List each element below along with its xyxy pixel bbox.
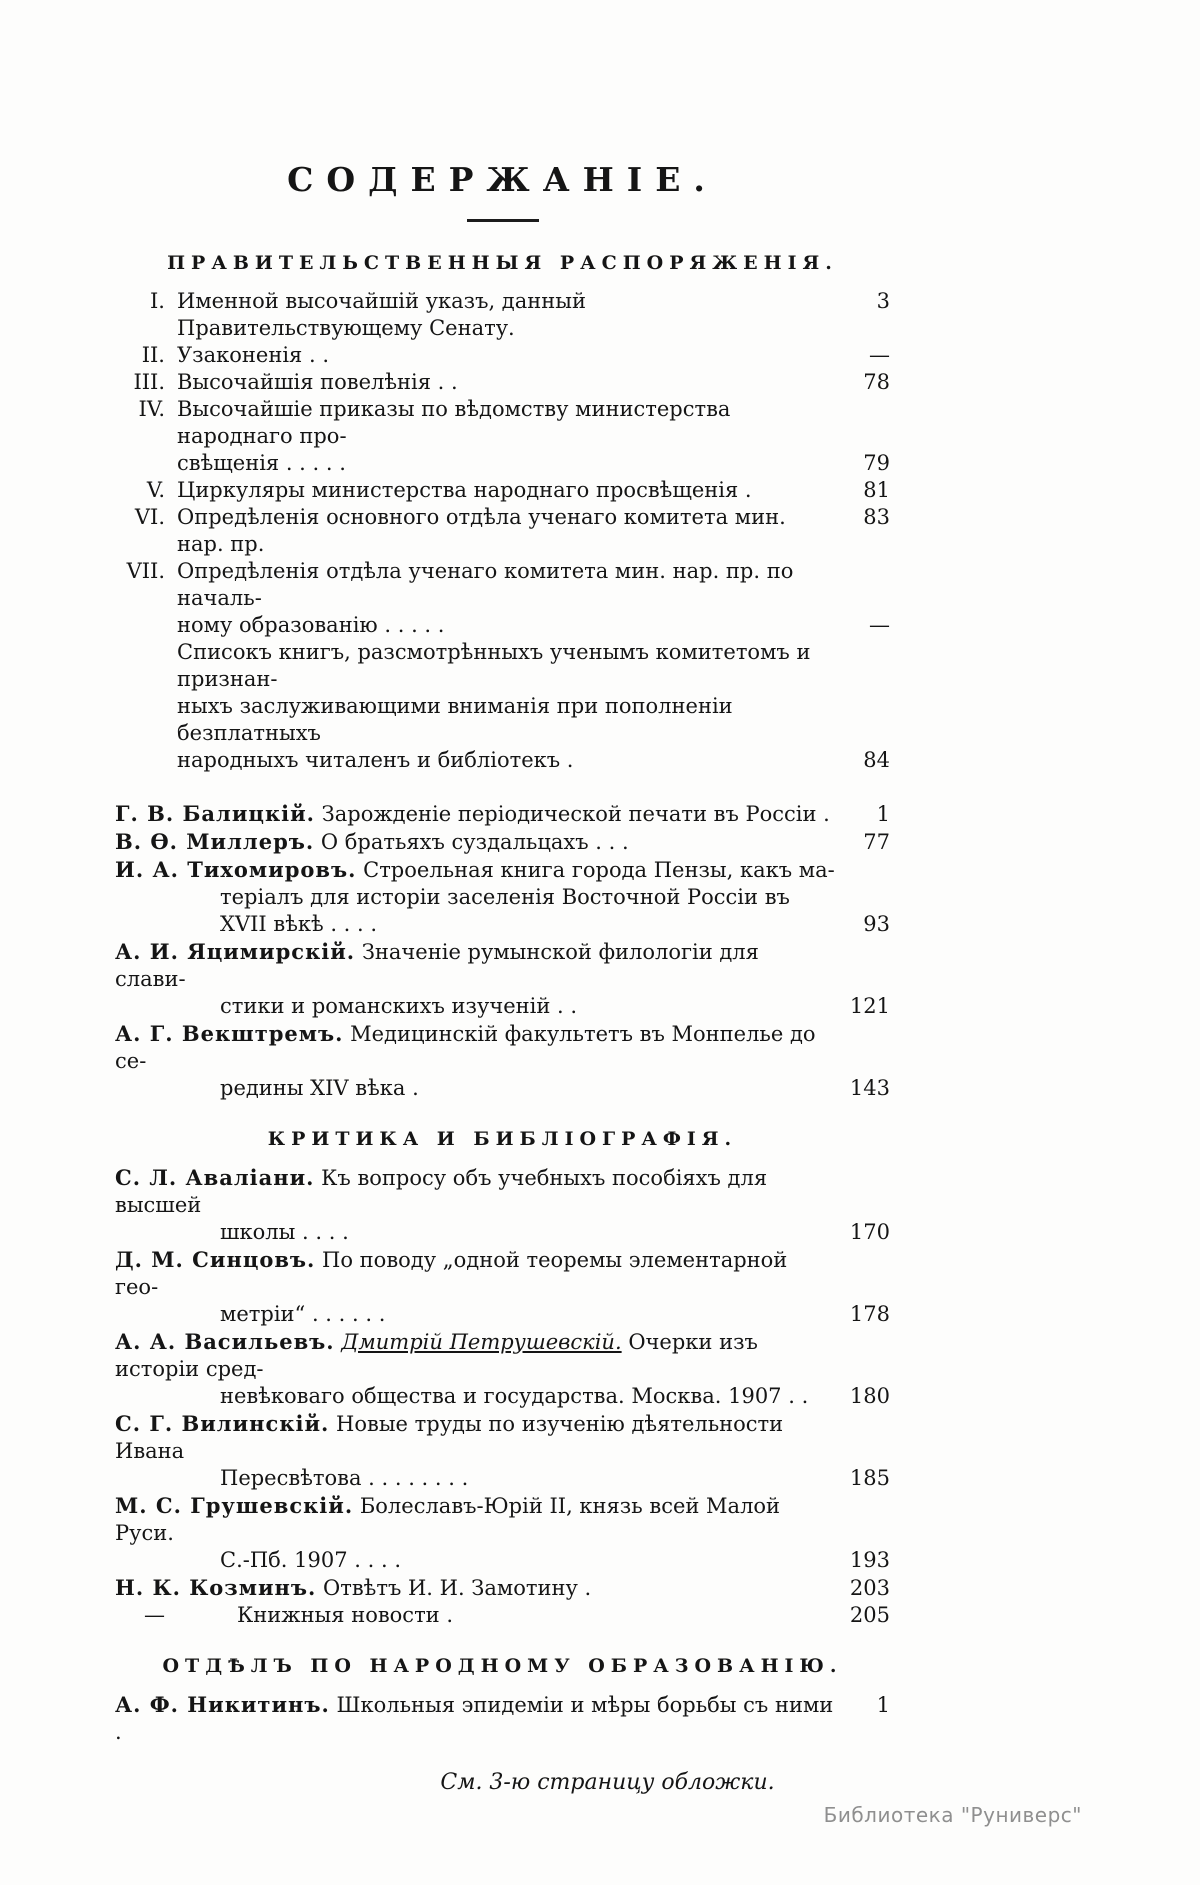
toc-line — [115, 477, 890, 504]
entry-number: VI. — [134, 505, 165, 529]
entry-text: Книжныя новости . — [237, 1603, 454, 1627]
toc-line — [115, 1383, 890, 1410]
entry-text: А. И. Яцимирскій. Значеніе румынской филологіи для слави- — [115, 939, 759, 991]
toc-line — [115, 1246, 890, 1301]
entry-page: 178 — [849, 1302, 890, 1326]
entry-page: 77 — [863, 830, 890, 854]
entry-number: IV. — [138, 397, 165, 421]
entry-text: А. Г. Векштремъ. Медицинскій факультетъ въ Монпелье до се- — [115, 1021, 816, 1073]
toc-section — [115, 252, 890, 774]
entry-text: Н. К. Козминъ. Отвѣтъ И. И. Замотину . — [115, 1575, 592, 1600]
entry-text: И. А. Тихомировъ. Строельная книга города Пензы, какъ ма- — [115, 857, 835, 882]
toc-section — [115, 1655, 890, 1746]
toc-line — [115, 884, 890, 911]
toc-line — [115, 800, 890, 828]
entry-number: III. — [133, 370, 165, 394]
entry-text: Опредѣленія основного отдѣла ученаго комитета мин. нар. пр. — [177, 505, 786, 556]
toc-line — [115, 612, 890, 639]
toc-line — [115, 1328, 890, 1383]
entry-text: ному образованію . . . . . — [177, 613, 445, 637]
footer-note: См. 3-ю страницу обложки. — [440, 1770, 775, 1795]
entry-author: А. А. Васильевъ. — [115, 1329, 335, 1354]
toc-line — [115, 828, 890, 856]
toc-line — [115, 396, 890, 450]
entry-author: Д. М. Синцовъ. — [115, 1247, 316, 1272]
entry-author: А. И. Яцимирскій. — [115, 939, 356, 964]
entry-number: I. — [150, 289, 165, 313]
toc-line — [115, 747, 890, 774]
page-title: СОДЕРЖАНІЕ. — [287, 160, 718, 199]
entry-page: 180 — [849, 1384, 890, 1408]
entry-page: 121 — [849, 994, 890, 1018]
entry-page: 79 — [863, 451, 890, 475]
entry-text: метріи“ . . . . . . — [220, 1302, 386, 1326]
toc-line — [115, 1547, 890, 1574]
entry-text: Пересвѣтова . . . . . . . . — [220, 1466, 469, 1490]
section-heading: ПРАВИТЕЛЬСТВЕННЫЯ РАСПОРЯЖЕНІЯ. — [167, 252, 838, 274]
toc-section — [115, 1128, 890, 1629]
entry-text: А. А. Васильевъ. Дмитрій Петрушевскій. Очерки изъ исторіи сред- — [115, 1329, 758, 1381]
toc-line — [115, 1020, 890, 1075]
section-heading: ОТДѢЛЪ ПО НАРОДНОМУ ОБРАЗОВАНІЮ. — [162, 1655, 843, 1677]
toc-line — [115, 342, 890, 369]
entry-text: свѣщенія . . . . . — [177, 451, 346, 475]
toc-line — [115, 639, 890, 693]
toc-line — [115, 558, 890, 612]
entry-page: 81 — [863, 478, 890, 502]
entry-text: невѣковаго общества и государства. Москва. 1907 . . — [220, 1384, 809, 1408]
entry-page: 1 — [876, 802, 890, 826]
entry-page: 185 — [849, 1466, 890, 1490]
entry-author: Н. К. Козминъ. — [115, 1575, 317, 1600]
entry-text: С.-Пб. 1907 . . . . — [220, 1548, 401, 1572]
toc-line — [115, 1219, 890, 1246]
entry-text: С. Л. Аваліани. Къ вопросу объ учебныхъ пособіяхъ для высшей — [115, 1165, 768, 1217]
toc-line — [115, 1465, 890, 1492]
entry-text: школы . . . . — [220, 1220, 349, 1244]
toc-line — [115, 938, 890, 993]
toc-line — [115, 1574, 890, 1602]
entry-text: XVII вѣкѣ . . . . — [220, 912, 378, 936]
entry-page: 205 — [849, 1603, 890, 1627]
entry-author: И. А. Тихомировъ. — [115, 857, 357, 882]
entry-text: ныхъ заслуживающими вниманія при пополненіи безплатныхъ — [177, 694, 733, 745]
entry-text: Списокъ книгъ, разсмотрѣнныхъ ученымъ комитетомъ и признан- — [177, 640, 811, 691]
entry-text: народныхъ читаленъ и библіотекъ . — [177, 748, 574, 772]
entry-page: 84 — [863, 748, 890, 772]
toc-line — [115, 369, 890, 396]
entry-text: Г. В. Балицкій. Зарожденіе періодической печати въ Россіи . — [115, 801, 830, 826]
entry-page: — — [869, 343, 890, 367]
entry-text: Опредѣленія отдѣла ученаго комитета мин. нар. пр. по началь- — [177, 559, 794, 610]
title-divider — [467, 219, 539, 222]
entry-text: Высочайшіе приказы по вѣдомству министерства народнаго про- — [177, 397, 731, 448]
entry-page: 1 — [876, 1693, 890, 1717]
entry-italic-title: Дмитрій Петрушевскій. — [341, 1330, 622, 1354]
toc-line — [115, 1691, 890, 1746]
entry-author: А. Ф. Никитинъ. — [115, 1692, 330, 1717]
toc-section — [115, 800, 890, 1102]
entry-text: Циркуляры министерства народнаго просвѣщенія . — [177, 478, 752, 502]
entry-text: Высочайшія повелѣнія . . — [177, 370, 458, 394]
entry-text: теріалъ для исторіи заселенія Восточной Россіи въ — [220, 885, 790, 909]
entry-author: А. Г. Векштремъ. — [115, 1021, 344, 1046]
entry-page: 3 — [876, 289, 890, 313]
entry-page: 143 — [849, 1076, 890, 1100]
entry-author: Г. В. Балицкій. — [115, 801, 315, 826]
entry-number: V. — [146, 478, 165, 502]
section-heading: КРИТИКА И БИБЛІОГРАФІЯ. — [267, 1128, 738, 1150]
toc-line — [115, 911, 890, 938]
entry-text: С. Г. Вилинскій. Новые труды по изученію дѣятельности Ивана — [115, 1411, 784, 1463]
toc-line — [115, 450, 890, 477]
entry-author: С. Г. Вилинскій. — [115, 1411, 330, 1436]
entry-page: 78 — [863, 370, 890, 394]
toc-sections — [115, 252, 890, 1746]
toc-line — [115, 1410, 890, 1465]
toc-line — [115, 504, 890, 558]
entry-text: М. С. Грушевскій. Болеславъ-Юрій II, князь всей Малой Руси. — [115, 1493, 781, 1545]
entry-author: М. С. Грушевскій. — [115, 1493, 354, 1518]
toc-line — [115, 1301, 890, 1328]
entry-number: — — [144, 1603, 165, 1627]
toc-line — [115, 1602, 890, 1629]
entry-page: 203 — [849, 1576, 890, 1600]
entry-page: 93 — [863, 912, 890, 936]
entry-page: 193 — [849, 1548, 890, 1572]
entry-text: стики и романскихъ изученій . . — [220, 994, 578, 1018]
toc-line — [115, 1492, 890, 1547]
entry-page: 170 — [849, 1220, 890, 1244]
entry-text: редины XIV вѣка . — [220, 1076, 419, 1100]
entry-text: А. Ф. Никитинъ. Школьныя эпидеміи и мѣры борьбы съ ними . — [115, 1692, 834, 1744]
toc-line — [115, 1075, 890, 1102]
entry-author: В. Ѳ. Миллеръ. — [115, 829, 315, 854]
entry-text: Узаконенія . . — [177, 343, 330, 367]
entry-text: Д. М. Синцовъ. По поводу „одной теоремы элементарной гео- — [115, 1247, 788, 1299]
toc-line — [115, 856, 890, 884]
entry-author: С. Л. Аваліани. — [115, 1165, 315, 1190]
entry-text: Именной высочайшій указъ, данный Правительствующему Сенату. — [177, 289, 586, 340]
toc-line — [115, 288, 890, 342]
entry-number: VII. — [126, 559, 165, 583]
entry-page: — — [869, 613, 890, 637]
watermark: Библиотека "Руниверс" — [823, 1803, 1082, 1827]
toc-line — [115, 1164, 890, 1219]
entry-number: II. — [141, 343, 165, 367]
entry-text: В. Ѳ. Миллеръ. О братьяхъ суздальцахъ . . . — [115, 829, 629, 854]
toc-line — [115, 693, 890, 747]
entry-page: 83 — [863, 505, 890, 529]
toc-line — [115, 993, 890, 1020]
